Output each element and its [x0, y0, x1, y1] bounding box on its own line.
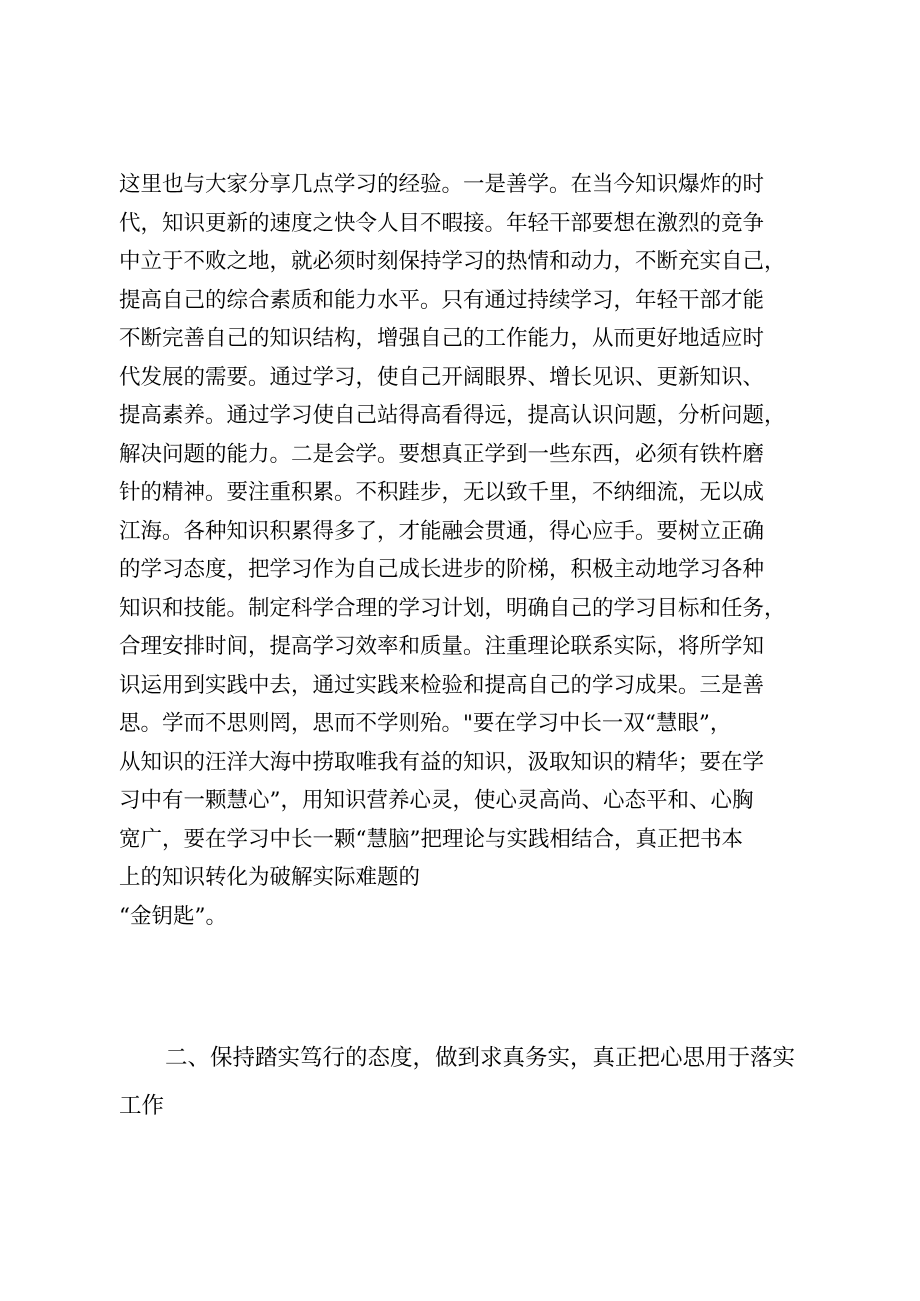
paragraph-line: 不断完善自己的知识结构，增强自己的工作能力，从而更好地适应时: [119, 326, 765, 351]
paragraph-line: 宽广，要在学习中长一颗“慧脑”把理论与实践相结合，真正把书本: [119, 826, 743, 852]
paragraph-line: 上的知识转化为破解实际难题的: [119, 865, 421, 890]
paragraph-line: 提高自己的综合素质和能力水平。只有通过持续学习，年轻干部才能: [119, 287, 765, 313]
body-paragraph: [119, 166, 819, 936]
section-heading-line: 工作: [119, 1093, 165, 1119]
paragraph-line: 代，知识更新的速度之快令人目不暇接。年轻干部要想在激烈的竞争: [119, 210, 765, 236]
paragraph-line: 知识和技能。制定科学合理的学习计划，明确自己的学习目标和任务，: [119, 595, 786, 621]
section-heading: [119, 1034, 824, 1130]
paragraph-line: 识运用到实践中去，通过实践来检验和提高自己的学习成果。三是善: [119, 672, 765, 698]
paragraph-line: 中立于不败之地，就必须时刻保持学习的热情和动力，不断充实自己，: [119, 249, 786, 274]
paragraph-line: 针的精神。要注重积累。不积跬步，无以致千里，不纳细流，无以成: [119, 480, 765, 505]
paragraph-line: 这里也与大家分享几点学习的经验。一是善学。在当今知识爆炸的时: [119, 172, 765, 197]
paragraph-line: 合理安排时间，提高学习效率和质量。注重理论联系实际，将所学知: [119, 634, 765, 659]
paragraph-line: 提高素养。通过学习使自己站得高看得远，提高认识问题，分析问题，: [119, 403, 786, 428]
paragraph-line: “金钥匙”。: [119, 903, 227, 929]
paragraph-line: 习中有一颗慧心”，用知识营养心灵，使心灵高尚、心态平和、心胸: [119, 788, 754, 813]
paragraph-line: 从知识的汪洋大海中捞取唯我有益的知识，汲取知识的精华；要在学: [119, 749, 765, 775]
section-heading-line: 二、保持踏实笃行的态度，做到求真务实，真正把心思用于落实: [165, 1045, 796, 1071]
paragraph-line: 江海。各种知识积累得多了，才能融会贯通，得心应手。要树立正确: [119, 518, 765, 544]
paragraph-line: 代发展的需要。通过学习，使自己开阔眼界、增长见识、更新知识、: [119, 364, 765, 390]
paragraph-line: 解决问题的能力。二是会学。要想真正学到一些东西，必须有铁杵磨: [119, 441, 765, 467]
paragraph-line: 的学习态度，把学习作为自己成长进步的阶梯，积极主动地学习各种: [119, 557, 765, 582]
paragraph-line: 思。学而不思则罔，思而不学则殆。"要在学习中长一双“慧眼”，: [119, 711, 732, 736]
